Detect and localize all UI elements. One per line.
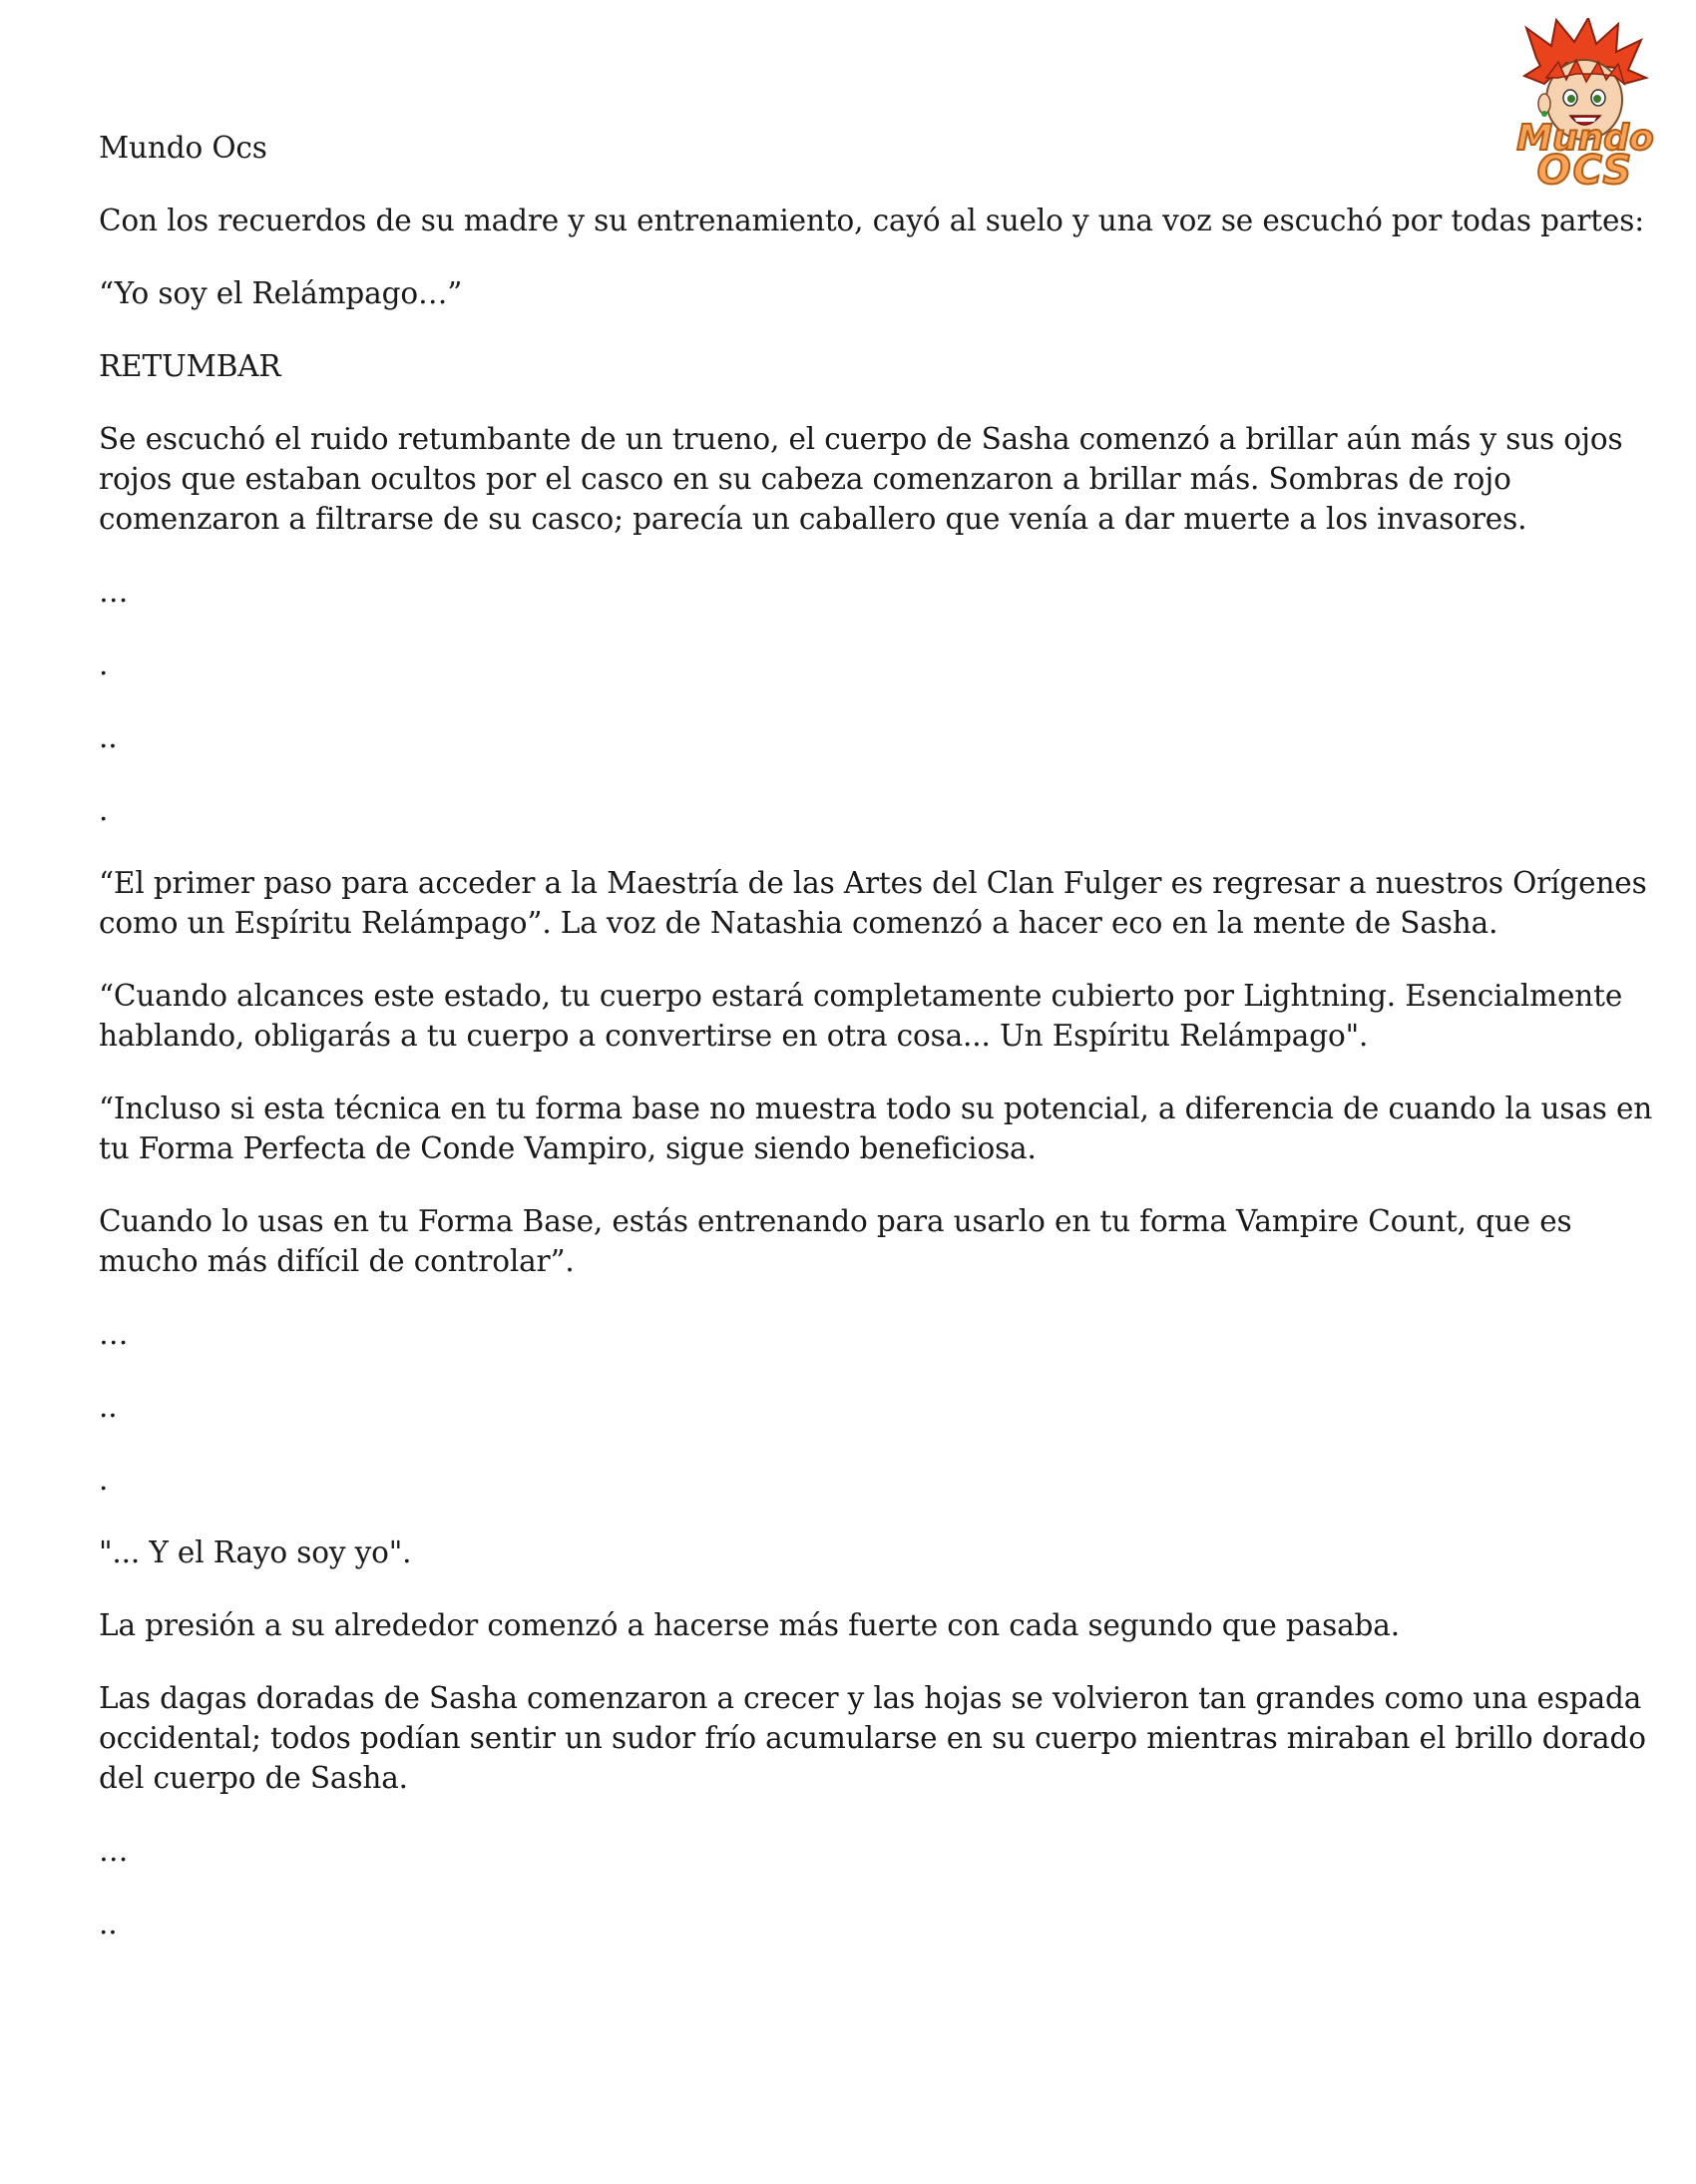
paragraph: “Cuando alcances este estado, tu cuerpo estará completamente cubierto por Lightning. Esencialmente hablando, obligarás a tu cuerpo a convertirse en otra cosa... Un Espíritu Relámpago". <box>99 979 1623 1053</box>
paragraph: … <box>99 1834 129 1868</box>
paragraph: RETUMBAR <box>99 349 281 383</box>
paragraph: “Incluso si esta técnica en tu forma base no muestra todo su potencial, a diferencia de cuando la usas en tu Forma Perfecta de Conde Vampiro, sigue siendo beneficiosa. <box>99 1092 1653 1165</box>
paragraph: .. <box>99 1390 118 1424</box>
paragraph: “Yo soy el Relámpago…” <box>99 276 463 310</box>
paragraph: La presión a su alrededor comenzó a hacerse más fuerte con cada segundo que pasaba. <box>99 1608 1400 1642</box>
paragraph: .. <box>99 1907 118 1941</box>
paragraph: … <box>99 575 129 609</box>
paragraph: Las dagas doradas de Sasha comenzaron a crecer y las hojas se volvieron tan grandes como una espada occidental; todos podían sentir un sudor frío acumularse en su cuerpo mientras miraban el brillo dorado del cuerpo de Sasha. <box>99 1681 1646 1795</box>
logo-text-mundo: Mundo <box>1516 118 1654 159</box>
paragraph: Se escuchó el ruido retumbante de un trueno, el cuerpo de Sasha comenzó a brillar aún más y sus ojos rojos que estaban ocultos por el casco en su cabeza comenzaron a brillar más. Sombras de rojo comenzaron a filtrarse de su casco; parecía un caballero que venía a dar muerte a los invasores. <box>99 422 1623 536</box>
paragraph: .. <box>99 720 118 754</box>
paragraph: . <box>99 648 109 681</box>
paragraph: Con los recuerdos de su madre y su entrenamiento, cayó al suelo y una voz se escuchó por todas partes: <box>99 204 1645 237</box>
paragraph: Mundo Ocs <box>99 131 267 165</box>
paragraph: . <box>99 793 109 827</box>
logo-text-ocs: OCS <box>1536 148 1634 194</box>
paragraph: “El primer paso para acceder a la Maestría de las Artes del Clan Fulger es regresar a nuestros Orígenes como un Espíritu Relámpago”. La voz de Natashia comenzó a hacer eco en la mente de Sasha. <box>99 866 1647 940</box>
paragraph: . <box>99 1463 109 1497</box>
story-text <box>99 128 1655 1976</box>
paragraph: "... Y el Rayo soy yo". <box>99 1535 412 1569</box>
paragraph: Cuando lo usas en tu Forma Base, estás entrenando para usarlo en tu forma Vampire Count, que es mucho más difícil de controlar”. <box>99 1204 1572 1278</box>
paragraph: … <box>99 1317 129 1351</box>
